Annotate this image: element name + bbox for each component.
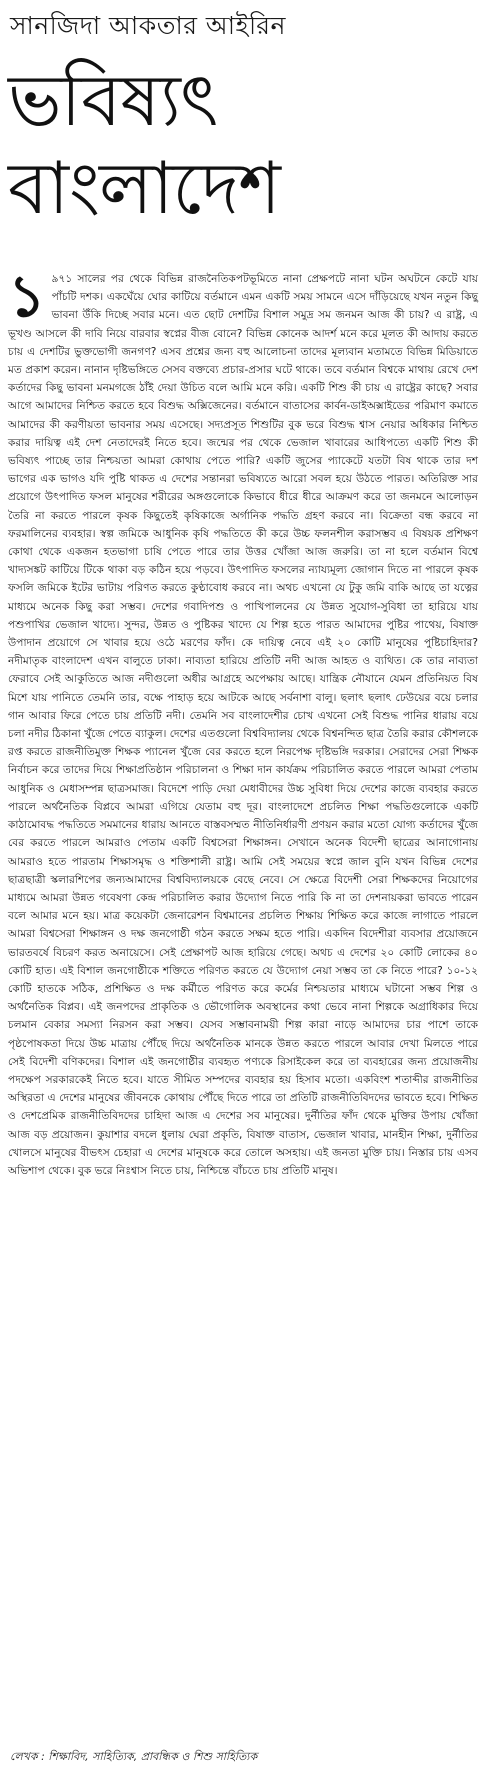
author-name: সানজিদা আকতার আইরিন	[10, 11, 286, 40]
drop-cap: ১	[8, 262, 46, 330]
author-credit: লেখক : শিক্ষাবিদ, সাহিত্যিক, প্রাবন্ধিক ও শিশু সাহিত্যিক	[10, 1750, 258, 1763]
headline-line-1: ভবিষ্যৎ	[8, 58, 218, 142]
article-text: ৯৭১ সালের পর থেকে বিভিন্ন রাজনৈতিকপটভূমিতে নানা প্রেক্ষপটে নানা ঘটন অঘটনে কেটে যায় পাঁচটি দশক। একঘেঁয়ে ঘোর কাটিয়ে বর্তমানে এমন একটি সময় সামনে এসে দাঁড়িয়েছে যখন নতুন কিছু ভাবনা উঁকি দিচ্ছে সবার মনে। এত ছোট দেশটির বিশাল সমুদ্র সম জনমন আজ কী চায়? এ রাষ্ট্র, এ ভূখণ্ড আসলে কী দাবি নিয়ে বারবার স্বপ্নের বীজ বোনে? বিভিন্ন কোনেক আদর্শ মনে করে মূলত কী আদায় করতে চায় এ দেশটির ভুক্তভোগী জনগণ? এসব প্রশ্নের জন্য বহু আলোচনা তাদের মূল্যবান মতামতে বিভিন্ন মিডিয়াতে মত প্রকাশ করেন। নানান দৃষ্টিভঙ্গিতে সেসব বক্তব্যে প্রচার-প্রসার ঘটে থাকে। তবে বর্তমান বিশ্বকে মাথায় রেখে দেশ কর্তাদের কিছু ভাবনা মনমগজে ঠাঁই দেয়া উচিত বলে আমি মনে করি। একটি শিশু কী চায় এ রাষ্ট্রের কাছে? সবার আগে আমাদের নিশ্চিত করতে হবে বিশুদ্ধ অক্সিজেনের। বর্তমানে বাতাসের কার্বন-ডাইঅক্সাইডের পরিমাণ কমাতে আমাদের কী করণীয়তা ভাবনার সময় এসেছে। সদ্যপ্রসূত শিশুটির বুক ভরে বিশুদ্ধ শ্বাস নেয়ার অধিকার নিশ্চিত করার দায়িত্ব এই দেশ নেতাদেরই নিতে হবে। জন্মের পর থেকে ভেজাল খাবারের আধিপত্যে একটি শিশু কী ভবিষ্যৎ পাচ্ছে তার নিশ্চয়তা আমরা কোথায় পেতে পারি? একটি জুসের প্যাকেটে যতটা বিষ থাকে তার দশ ভাগের এক ভাগও যদি পুষ্টি থাকত এ দেশের সন্তানরা ভবিষ্যতে আরো সবল হয়ে উঠতে পারত। অতিরিক্ত সার প্রয়োগে উৎপাদিত ফসল মানুষের শরীরের অঙ্গগুলোকে কিভাবে ধীরে ধীরে আক্রমণ করে তা জনমনে আলোড়ন তৈরি না করতে পারলে কৃষক কিছুতেই কৃষিকাজে অর্গানিক পদ্ধতি গ্রহণ করবে না। বিক্রেতা বন্ধ করবে না ফরমালিনের ব্যবহার। স্বল্প জমিকে আধুনিক কৃষি পদ্ধতিতে কী করে উচ্চ ফলনশীল করাসম্ভব এ বিষয়ক প্রশিক্ষণ কোথা থেকে একজন হতভাগা চাষি পেতে পারে তার উত্তর খোঁজা আজ জরুরি। তা না হলে বর্তমান বিশ্বে খাদ্যসঙ্কট কাটিয়ে টিকে থাকা বড় কঠিন হয়ে পড়বে। উৎপাদিত ফসলের ন্যায্যমূল্য জোগান দিতে না পারলে কৃষক ফসলি জমিকে ইটের ভাটায় পরিণত করতে কুণ্ঠাবোধ করবে না। অথচ এখনো যে টুকু জমি বাকি আছে তা যত্নের মাধ্যমে অনেক কিছু করা সম্ভব। দেশের গবাদিপশু ও পাখিপালনের যে উন্নত সুযোগ-সুবিধা তা হারিয়ে যায় পশুপাখির ভেজাল খাদ্যে। সুন্দর, উন্নত ও পুষ্টিকর খাদ্যে যে শিল্প হতে পারত আমাদের পুষ্টির পাথেয়, বিষাক্ত উপাদান প্রয়োগে সে খাবার হয়ে ওঠে মরণের ফাঁদ। কে দায়িত্ব নেবে এই ২০ কোটি মানুষের পুষ্টিচাহিদার? নদীমাতৃক বাংলাদেশ এখন বালুতে ঢাকা। নাব্যতা হারিয়ে প্রতিটি নদী আজ আহত ও ব্যথিত। কে তার নাব্যতা ফেরাবে সেই আকুতিতে আজ নদীগুলো অধীর আগ্রহে অপেক্ষায় আছে। যান্ত্রিক নৌযানে যেমন প্রতিনিয়ত বিষ মিশে যায় পানিতে তেমনি তার, বক্ষে পাহাড় হয়ে আটকে আছে সর্বনাশা বালু। ছলাৎ ছলাৎ ঢেউয়ের বয়ে চলার গান আবার ফিরে পেতে চায় প্রতিটি নদী। তেমনি সব বাংলাদেশীর চোখ এখনো সেই বিশুদ্ধ পানির ধারায় বয়ে চলা নদীর ঠিকানা খুঁজে পেতে ব্যাকুল। দেশের এতগুলো বিশ্ববিদ্যালয় থেকে বিশ্বনন্দিত ছাত্র তৈরি করার কৌশলকে রপ্ত করতে রাজনীতিমুক্ত শিক্ষক প্যানেল খুঁজে বের করতে হলে নিরপেক্ষ দৃষ্টিভঙ্গি দরকার। সেরাদের সেরা শিক্ষক নির্বাচন করে তাদের দিয়ে শিক্ষাপ্রতিষ্ঠান পরিচালনা ও শিক্ষা দান কার্যক্রম পরিচালিত করতে পারলে আমরা পেতাম আধুনিক ও মেধাসম্পন্ন ছাত্রসমাজ। বিদেশে পাড়ি দেয়া মেধাবীদের উচ্চ সুবিধা দিয়ে দেশের কাজে ব্যবহার করতে পারলে অর্থনৈতিক বিপ্লবে আমরা এগিয়ে যেতাম বহু দূর। বাংলাদেশে প্রচলিত শিক্ষা পদ্ধতিগুলোকে একটি কাঠামোবদ্ধ পদ্ধতিতে সমমানের ধারায় আনতে বাস্তবসম্মত নীতিনির্ধারণী প্রণয়ন করার মতো যোগ্য কর্তাদের খুঁজে বের করতে পারলে আমরাও পেতাম একটি বিশ্বসেরা শিক্ষাঙ্গন। সেখানে অনেক বিদেশী ছাত্রের আনাগোনায় আমরাও হতে পারতাম শিক্ষাসমৃদ্ধ ও শক্তিশালী রাষ্ট্র। আমি সেই সময়ের স্বপ্নে জাল বুনি যখন বিভিন্ন দেশের ছাত্রছাত্রী স্কলারশিপের জন্যআমাদের বিশ্ববিদ্যালয়কে বেছে নেবে। সে ক্ষেত্রে বিদেশী সেরা শিক্ষকদের নিয়োগের মাধ্যমে আমরা উন্নত গবেষণা কেন্দ্র পরিচালিত করার উদ্যোগ নিতে পারি কি না তা দেশনায়করা ভাবতে পারেন বলে আমার মনে হয়। মাত্র কয়েকটা জেনারেশন বিশ্বমানের প্রচলিত শিক্ষায় শিক্ষিত করে কাজে লাগাতে পারলে আমরা বিশ্বসেরা শিক্ষাঙ্গন ও দক্ষ জনগোষ্ঠী গঠন করতে সক্ষম হতে পারি। একদিন বিদেশীরা ব্যবসার প্রয়োজনে ভারতবর্ষে বিচরণ করত অনায়েসে। সেই প্রেক্ষাপট আজ হারিয়ে গেছে। অথচ এ দেশের ২০ কোটি লোকের ৪০ কোটি হাত। এই বিশাল জনগোষ্ঠীকে শক্তিতে পরিণত করতে যে উদ্যোগ নেয়া সম্ভব তা কে নিতে পারে? ১০-১২ কোটি হাতকে সঠিক, প্রশিক্ষিত ও দক্ষ কর্মীতে পরিণত করে কর্মের নিশ্চয়তার মাধ্যমে ঘটানো সম্ভব শিল্প ও অর্থনৈতিক বিপ্লব। এই জনপদের প্রাকৃতিক ও ভৌগোলিক অবস্থানের কথা ভেবে নানা শিল্পকে অগ্রাধিকার দিয়ে চলমান বেকার সমস্যা নিরসন করা সম্ভব। যেসব সম্ভাবনাময়ী শিল্প কারা নাড়ে আমাদের চার পাশে তাকে পৃষ্ঠপোষকতা দিয়ে উচ্চ মাত্রায় পৌঁছে দিয়ে অর্থনৈতিক মানকে উন্নত করতে পারলে আবার দেখা মিলতে পারে সেই বিদেশী বণিকদের। বিশাল এই জনগোষ্ঠীর ব্যবহৃত পণ্যকে রিসাইকেল করে তা ব্যবহারের জন্য প্রয়োজনীয় পদক্ষেপ সরকারকেই নিতে হবে। যাতে সীমিত সম্পদের ব্যবহার হয় হিসাব মতো। একবিংশ শতাব্দীর রাজনীতির অস্থিরতা এ দেশের মানুষের জীবনকে কোথায় পৌঁছে দিতে পারে তা প্রতিটি রাজনীতিবিদদের ভাবতে হবে। শিক্ষিত ও দেশপ্রেমিক রাজনীতিবিদদের চাহিদা আজ এ দেশের সব মানুষের। দুর্নীতির ফাঁদ থেকে মুক্তির উপায় খোঁজা আজ বড় প্রয়োজন। কুয়াশার বদলে ধুলায় ঘেরা প্রকৃতি, বিষাক্ত বাতাস, ভেজাল খাবার, মানহীন শিক্ষা, দুর্নীতির খোলসে মানুষের বীভৎস চেহারা এ দেশের মানুষকে করে তোলে অসহায়। এই জনতা মুক্তি চায়। নিস্তার চায় এসব অভিশাপ থেকে। বুক ভরে নিঃশ্বাস নিতে চায়, নিশ্চিন্তে বাঁচতে চায় প্রতিটি মানুষ।	[8, 273, 478, 1177]
article-body-container	[8, 262, 478, 1180]
headline-line-2: বাংলাদেশ	[8, 146, 280, 230]
